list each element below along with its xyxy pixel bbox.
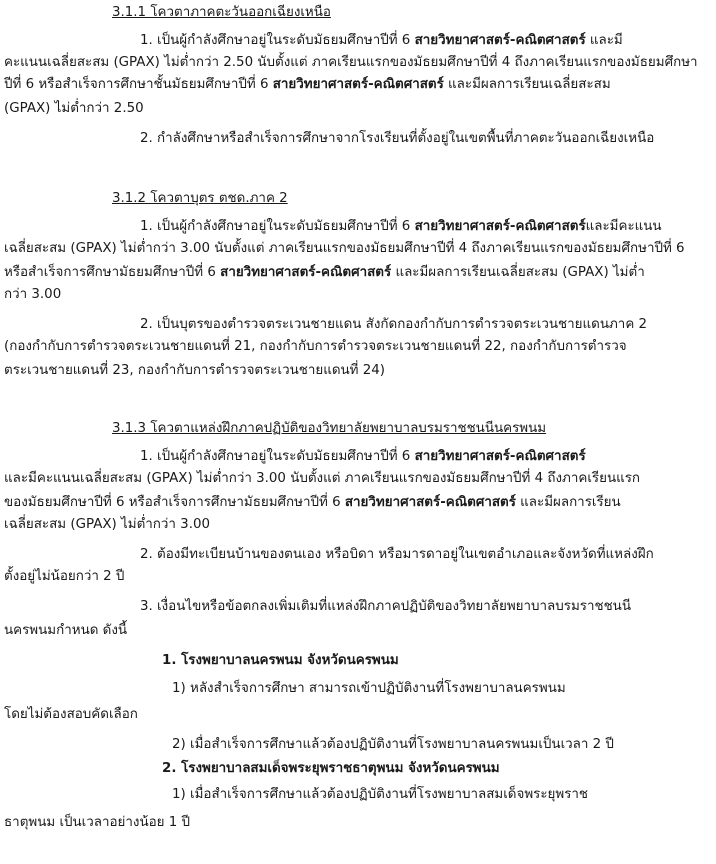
paragraph-line: และมีคะแนนเฉลี่ยสะสม (GPAX) ไม่ต่ำกว่า 3.00 นับตั้งแต่ ภาคเรียนแรกของมัธยมศึกษาปีที่ 4 ถึงภาคเรียนแรก — [4, 471, 641, 486]
paragraph-line: 2. กำลังศึกษาหรือสำเร็จการศึกษาจากโรงเรียนที่ตั้งอยู่ในเขตพื้นที่ภาคตะวันออกเฉียงเหนือ — [140, 131, 655, 146]
paragraph-line: (GPAX) ไม่ต่ำกว่า 2.50 — [4, 101, 144, 116]
paragraph-line: ธาตุพนม เป็นเวลาอย่างน้อย 1 ปี — [4, 815, 191, 830]
hospital-heading: 1. โรงพยาบาลนครพนม จังหวัดนครพนม — [162, 653, 399, 668]
paragraph-line: 3. เงื่อนไขหรือข้อตกลงเพิ่มเติมที่แหล่งฝึกภาคปฏิบัติของวิทยาลัยพยาบาลบรมราชชนนี — [140, 599, 631, 614]
paragraph-line: ตั้งอยู่ไม่น้อยกว่า 2 ปี — [4, 569, 125, 584]
paragraph-line: เฉลี่ยสะสม (GPAX) ไม่ต่ำกว่า 3.00 — [4, 517, 210, 532]
paragraph-line: นครพนมกำหนด ดังนี้ — [4, 623, 128, 638]
hospital-heading: 2. โรงพยาบาลสมเด็จพระยุพราชธาตุพนม จังหวัดนครพนม — [162, 761, 500, 776]
paragraph-line: เฉลี่ยสะสม (GPAX) ไม่ต่ำกว่า 3.00 นับตั้งแต่ ภาคเรียนแรกของมัธยมศึกษาปีที่ 4 ถึงภาคเรียนแรกของมัธยมศึกษาปีที่ 6 — [4, 241, 685, 256]
paragraph-line: หรือสำเร็จการศึกษามัธยมศึกษาปีที่ 6 สายวิทยาศาสตร์-คณิตศาสตร์ และมีผลการเรียนเฉลี่ยสะสม (GPAX) ไม่ต่ำ — [4, 265, 645, 280]
paragraph-line: โดยไม่ต้องสอบคัดเลือก — [4, 707, 138, 722]
paragraph-line: ตระเวนชายแดนที่ 23, กองกำกับการตำรวจตระเวนชายแดนที่ 24) — [4, 363, 386, 378]
paragraph-line: 2. เป็นบุตรของตำรวจตระเวนชายแดน สังกัดกองกำกับการตำรวจตระเวนชายแดนภาค 2 — [140, 317, 648, 332]
paragraph-line: 1. เป็นผู้กำลังศึกษาอยู่ในระดับมัธยมศึกษาปีที่ 6 สายวิทยาศาสตร์-คณิตศาสตร์ — [140, 449, 586, 464]
paragraph-line: 2. ต้องมีทะเบียนบ้านของตนเอง หรือบิดา หรือมารดาอยู่ในเขตอำเภอและจังหวัดที่แหล่งฝึก — [140, 547, 654, 562]
paragraph-line: 1. เป็นผู้กำลังศึกษาอยู่ในระดับมัธยมศึกษาปีที่ 6 สายวิทยาศาสตร์-คณิตศาสตร์ และมี — [140, 33, 623, 48]
section-heading-3-1-3: 3.1.3 โควตาแหล่งฝึกภาคปฏิบัติของวิทยาลัยพยาบาลบรมราชชนนีนครพนม — [112, 421, 547, 436]
paragraph-line: 1) หลังสำเร็จการศึกษา สามารถเข้าปฏิบัติงานที่โรงพยาบาลนครพนม — [172, 681, 566, 696]
paragraph-line: กว่า 3.00 — [4, 287, 62, 302]
section-heading-3-1-1: 3.1.1 โควตาภาคตะวันออกเฉียงเหนือ — [112, 5, 331, 20]
paragraph-line: ปีที่ 6 หรือสำเร็จการศึกษาชั้นมัธยมศึกษาปีที่ 6 สายวิทยาศาสตร์-คณิตศาสตร์ และมีผลการเรียนเฉลี่ยสะสม — [4, 77, 611, 92]
paragraph-line: คะแนนเฉลี่ยสะสม (GPAX) ไม่ต่ำกว่า 2.50 นับตั้งแต่ ภาคเรียนแรกของมัธยมศึกษาปีที่ 4 ถึงภาคเรียนแรกของมัธยมศึกษา — [4, 55, 698, 70]
section-heading-3-1-2: 3.1.2 โควตาบุตร ตชด.ภาค 2 — [112, 191, 288, 206]
paragraph-line: 1. เป็นผู้กำลังศึกษาอยู่ในระดับมัธยมศึกษาปีที่ 6 สายวิทยาศาสตร์-คณิตศาสตร์และมีคะแนน — [140, 219, 662, 234]
paragraph-line: ของมัธยมศึกษาปีที่ 6 หรือสำเร็จการศึกษามัธยมศึกษาปีที่ 6 สายวิทยาศาสตร์-คณิตศาสตร์ และมีผลการเรียน — [4, 495, 621, 510]
paragraph-line: 2) เมื่อสำเร็จการศึกษาแล้วต้องปฏิบัติงานที่โรงพยาบาลนครพนมเป็นเวลา 2 ปี — [172, 737, 614, 752]
paragraph-line: (กองกำกับการตำรวจตระเวนชายแดนที่ 21, กองกำกับการตำรวจตระเวนชายแดนที่ 22, กองกำกับการตำรวจ — [4, 339, 627, 354]
paragraph-line: 1) เมื่อสำเร็จการศึกษาแล้วต้องปฏิบัติงานที่โรงพยาบาลสมเด็จพระยุพราช — [172, 787, 589, 802]
